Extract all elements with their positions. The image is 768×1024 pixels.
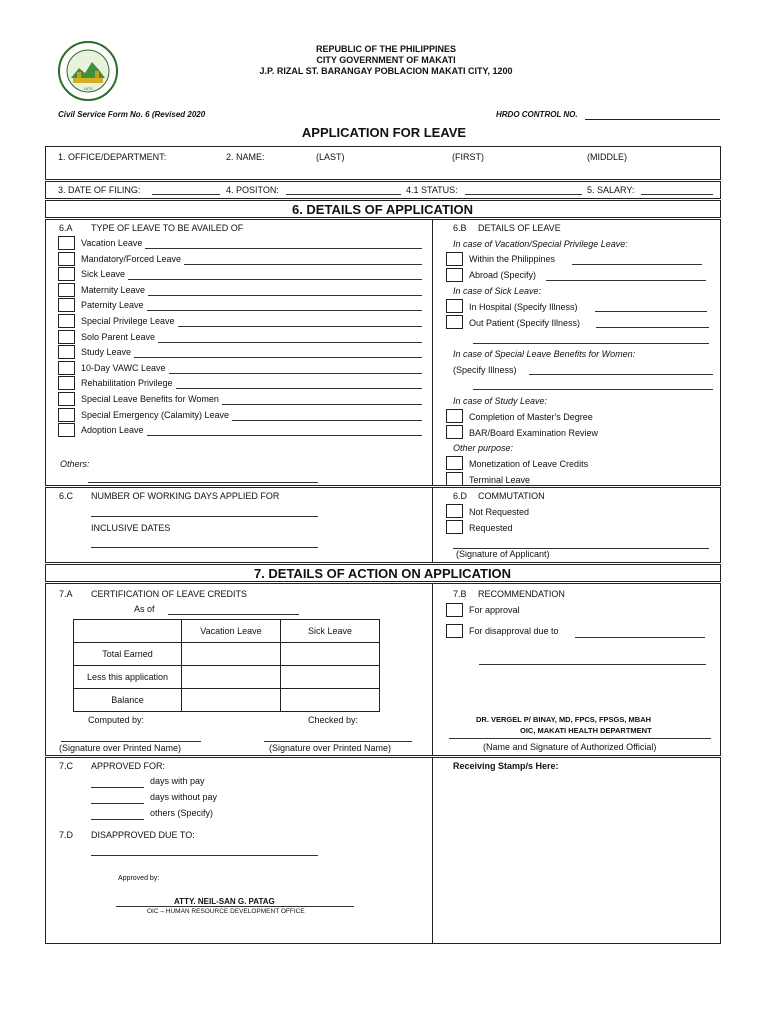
computed-by-label: Computed by: [88,715,145,725]
receiving-stamp-label: Receiving Stamp/s Here: [453,761,559,771]
7d-number: 7.D [59,830,74,840]
table-corner-cell [74,620,182,643]
within-philippines-field[interactable] [572,264,702,265]
women-specify-illness-label: (Specify Illness) [453,365,517,375]
bar-exam-label: BAR/Board Examination Review [469,428,599,438]
leave-type-line[interactable] [134,357,422,358]
study-heading: In case of Study Leave: [453,396,548,406]
section6-title-bar [45,200,721,218]
leave-type-checkbox[interactable] [58,361,75,375]
masters-degree-label: Completion of Master's Degree [469,412,593,422]
6d-title: COMMUTATION [478,491,545,501]
signature-of-applicant-label: (Signature of Applicant) [456,549,550,559]
doctor-title: OIC, MAKATI HEALTH DEPARTMENT [520,726,652,735]
7b-title: RECOMMENDATION [478,589,565,599]
leave-type-line[interactable] [176,388,422,389]
col-vacation-leave: Vacation Leave [182,620,281,643]
table-row [74,643,380,666]
abroad-field[interactable] [546,280,706,281]
computed-by-signature-line[interactable] [61,741,201,742]
days-without-pay-field[interactable] [91,803,144,804]
6b-number: 6.B [453,223,467,233]
hrdo-control-field[interactable] [585,119,720,120]
leave-type-line[interactable] [222,404,422,405]
approving-officer-signature-line[interactable] [116,906,354,907]
6c-number: 6.C [59,491,74,501]
section6-cd-body [45,487,721,563]
leave-type-line[interactable] [145,248,422,249]
authorized-official-signature-line[interactable] [449,738,711,739]
svg-text:1670: 1670 [83,86,93,91]
days-without-pay-label: days without pay [150,792,218,802]
others-label: Others: [60,459,90,469]
civil-service-form-number: Civil Service Form No. 6 (Revised 2020 [58,110,206,119]
office-label: 1. OFFICE/DEPARTMENT: [58,152,167,162]
within-philippines-label: Within the Philippines [469,254,556,264]
doctor-name: DR. VERGEL P/ BINAY, MD, FPCS, FPSGS, MBAH [476,715,652,724]
leave-type-label: Maternity Leave [81,284,146,295]
not-requested-label: Not Requested [469,507,530,517]
first-name-label: (FIRST) [452,152,484,162]
leave-type-checkbox[interactable] [58,298,75,312]
leave-type-label: Rehabilitation Privilege [81,378,173,389]
col-sick-leave: Sick Leave [281,620,380,643]
section6-title: 6. DETAILS OF APPLICATION [291,202,474,217]
leave-credits-table [73,619,380,712]
leave-type-checkbox[interactable] [58,392,75,406]
leave-type-label: Study Leave [81,347,132,358]
leave-type-line[interactable] [147,310,422,311]
requested-checkbox[interactable] [446,520,463,534]
date-of-filing-label: 3. DATE OF FILING: [58,185,141,195]
position-label: 4. POSITON: [226,185,279,195]
leave-type-checkbox[interactable] [58,423,75,437]
6c-title: NUMBER OF WORKING DAYS APPLIED FOR [91,491,280,501]
leave-type-checkbox[interactable] [58,408,75,422]
for-approval-checkbox[interactable] [446,603,463,617]
leave-type-line[interactable] [128,279,422,280]
others-specify-field[interactable] [91,819,144,820]
masters-degree-checkbox[interactable] [446,409,463,423]
checked-by-signature-caption: (Signature over Printed Name) [269,743,392,753]
women-heading: In case of Special Leave Benefits for Women: [453,349,636,359]
others-field[interactable] [88,482,318,483]
leave-type-checkbox[interactable] [58,345,75,359]
7a-title: CERTIFICATION OF LEAVE CREDITS [91,589,248,599]
leave-type-checkbox[interactable] [58,236,75,250]
6b-title: DETAILS OF LEAVE [478,223,561,233]
for-approval-label: For approval [469,605,520,615]
form-header [0,38,768,98]
approving-officer-title: OIC – HUMAN RESOURCE DEVELOPMENT OFFICE [147,908,305,915]
city-government-line: CITY GOVERNMENT OF MAKATI [316,55,456,65]
leave-type-label: Paternity Leave [81,300,144,311]
monetization-label: Monetization of Leave Credits [469,459,589,469]
requested-label: Requested [469,523,513,533]
leave-type-line[interactable] [184,264,422,265]
section7-title-bar [45,564,721,582]
women-illness-field-2[interactable] [473,389,713,390]
row-less-this-application: Less this application [74,666,182,689]
less-application-sick-cell[interactable] [281,666,380,689]
out-patient-checkbox[interactable] [446,315,463,329]
7a-number: 7.A [59,589,73,599]
leave-type-checkbox[interactable] [58,376,75,390]
authorized-official-caption: (Name and Signature of Authorized Official) [483,742,657,752]
leave-type-line[interactable] [148,295,422,296]
out-patient-label: Out Patient (Specify Illness) [469,318,581,328]
computed-by-signature-caption: (Signature over Printed Name) [59,743,182,753]
total-earned-sick-cell[interactable] [281,643,380,666]
leave-type-checkbox[interactable] [58,330,75,344]
section7ab-divider [432,584,433,755]
vacation-heading: In case of Vacation/Special Privilege Leave: [453,239,628,249]
days-with-pay-label: days with pay [150,776,205,786]
section7-title: 7. DETAILS OF ACTION ON APPLICATION [253,566,512,581]
row-balance: Balance [74,689,182,712]
out-patient-field[interactable] [596,327,709,328]
row-office-name [45,146,721,180]
7d-title: DISAPPROVED DUE TO: [91,830,195,840]
less-application-vacation-cell[interactable] [182,666,281,689]
as-of-field[interactable] [168,614,299,615]
leave-type-label: Adoption Leave [81,425,144,436]
for-disapproval-checkbox[interactable] [446,624,463,638]
for-disapproval-label: For disapproval due to [469,626,559,636]
section6-body [45,219,721,486]
republic-line: REPUBLIC OF THE PHILIPPINES [315,44,456,54]
inclusive-dates-label: INCLUSIVE DATES [91,523,171,533]
approving-officer-name: ATTY. NEIL-SAN G. PATAG [174,897,275,906]
terminal-leave-checkbox[interactable] [446,472,463,486]
date-of-filing-field[interactable] [152,194,220,195]
leave-type-label: Sick Leave [81,269,126,280]
balance-sick-cell[interactable] [281,689,380,712]
section7-cd-body [45,757,721,944]
leave-type-label: Solo Parent Leave [81,331,156,342]
6a-title: TYPE OF LEAVE TO BE AVAILED OF [91,223,244,233]
makati-seal-logo [57,40,119,102]
table-row [74,666,380,689]
out-patient-field-2[interactable] [473,343,709,344]
leave-type-label: Mandatory/Forced Leave [81,253,182,264]
position-field[interactable] [286,194,401,195]
row-total-earned: Total Earned [74,643,182,666]
middle-name-label: (MIDDLE) [587,152,627,162]
table-row [74,689,380,712]
section6-divider [432,220,433,485]
address-line: J.P. RIZAL ST. BARANGAY POBLACION MAKATI CITY, 1200 [259,66,513,76]
in-hospital-field[interactable] [595,311,707,312]
header-text [236,44,536,77]
table-header-row [74,620,380,643]
women-illness-field[interactable] [529,374,713,375]
disapproved-reason-field[interactable] [91,855,318,856]
leave-type-line[interactable] [178,326,422,327]
section7cd-divider [432,758,433,943]
7c-number: 7.C [59,761,74,771]
disapproval-reason-field[interactable] [575,637,705,638]
leave-type-checkbox[interactable] [58,267,75,281]
salary-field[interactable] [641,194,713,195]
working-days-field[interactable] [91,516,318,517]
not-requested-checkbox[interactable] [446,504,463,518]
leave-type-checkbox[interactable] [58,314,75,328]
in-hospital-checkbox[interactable] [446,299,463,313]
within-philippines-checkbox[interactable] [446,252,463,266]
leave-type-label: Special Emergency (Calamity) Leave [81,409,230,420]
leave-type-label: Special Leave Benefits for Women [81,394,219,404]
form-title: APPLICATION FOR LEAVE [301,125,467,140]
leave-type-line[interactable] [169,373,422,374]
terminal-leave-label: Terminal Leave [469,475,531,485]
6a-number: 6.A [59,223,73,233]
leave-type-line[interactable] [158,342,422,343]
leave-type-checkbox[interactable] [58,252,75,266]
7b-number: 7.B [453,589,467,599]
leave-type-checkbox[interactable] [58,283,75,297]
approved-by-label: Approved by: [118,875,160,882]
disapproval-reason-field-2[interactable] [479,664,706,665]
status-label: 4.1 STATUS: [406,185,458,195]
7c-title: APPROVED FOR: [91,761,166,771]
last-name-label: (LAST) [316,152,345,162]
balance-vacation-cell[interactable] [182,689,281,712]
abroad-label: Abroad (Specify) [469,270,537,280]
as-of-label: As of [134,604,155,614]
section6cd-divider [432,488,433,562]
abroad-checkbox[interactable] [446,268,463,282]
status-field[interactable] [465,194,582,195]
leave-type-line[interactable] [147,435,422,436]
in-hospital-label: In Hospital (Specify Illness) [469,302,578,312]
salary-label: 5. SALARY: [587,185,635,195]
checked-by-signature-line[interactable] [264,741,412,742]
bar-exam-checkbox[interactable] [446,425,463,439]
checked-by-label: Checked by: [308,715,359,725]
days-with-pay-field[interactable] [91,787,144,788]
leave-type-line[interactable] [232,420,422,421]
others-specify-label: others (Specify) [150,808,214,818]
total-earned-vacation-cell[interactable] [182,643,281,666]
6d-number: 6.D [453,491,468,501]
hrdo-control-label: HRDO CONTROL NO. [496,110,578,119]
monetization-checkbox[interactable] [446,456,463,470]
leave-type-label: 10-Day VAWC Leave [81,362,166,373]
leave-type-label: Special Privilege Leave [81,316,175,326]
other-purpose-heading: Other purpose: [453,443,514,453]
name-label: 2. NAME: [226,152,265,162]
sick-heading: In case of Sick Leave: [453,286,542,296]
inclusive-dates-field[interactable] [91,547,318,548]
row-date-position [45,181,721,199]
leave-type-label: Vacation Leave [81,238,143,248]
